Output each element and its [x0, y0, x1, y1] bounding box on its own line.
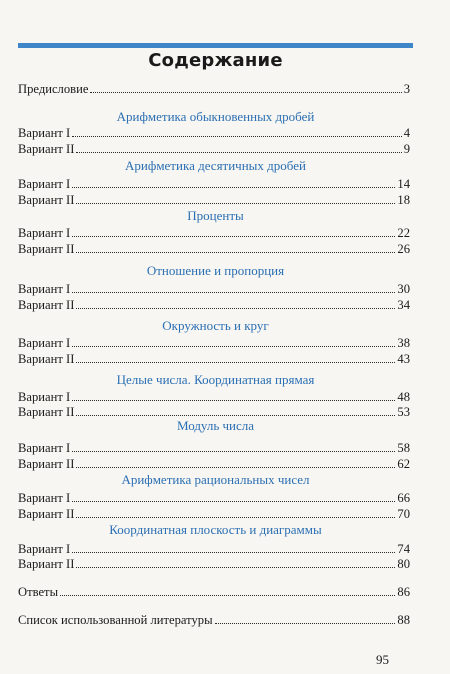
toc-entry-variant-1[interactable]: [18, 280, 410, 296]
dot-leader: [72, 236, 395, 237]
toc-entry-variant-1[interactable]: [18, 489, 410, 505]
toc-entry-variant-1[interactable]: [18, 175, 410, 191]
toc-entry-answers[interactable]: [18, 583, 410, 599]
dot-leader: [76, 362, 395, 363]
toc-entry-label: Вариант I: [18, 177, 71, 191]
dot-leader: [76, 252, 395, 253]
dot-leader: [72, 400, 395, 401]
toc-entry-variant-2[interactable]: [18, 555, 410, 571]
dot-leader: [76, 567, 395, 568]
page-number: 95: [376, 652, 389, 667]
toc-entry-variant-1[interactable]: [18, 388, 410, 404]
toc-entry-label: Вариант II: [18, 557, 75, 571]
dot-leader: [76, 152, 401, 153]
toc-entry-page: 70: [397, 507, 410, 521]
dot-leader: [76, 203, 395, 204]
toc-entry-variant-2[interactable]: [18, 455, 410, 471]
toc-entry-variant-1[interactable]: [18, 439, 410, 455]
toc-entry-label: Вариант I: [18, 226, 71, 240]
toc-entry-page: 43: [397, 352, 410, 366]
toc-entry-page: 62: [397, 457, 410, 471]
dot-leader: [72, 136, 402, 137]
dot-leader: [76, 517, 395, 518]
toc-entry-page: 74: [397, 542, 410, 556]
dot-leader: [72, 292, 395, 293]
section-heading[interactable]: Арифметика обыкновенных дробей: [116, 109, 315, 124]
dot-leader: [76, 467, 395, 468]
toc-entry-label: Вариант II: [18, 457, 75, 471]
dot-leader: [72, 346, 395, 347]
section-heading[interactable]: Проценты: [187, 208, 244, 223]
toc-entry-page: 38: [397, 336, 410, 350]
toc-entry-label: Вариант II: [18, 507, 75, 521]
toc-entry-label: Вариант II: [18, 352, 75, 366]
toc-entry-label: Вариант I: [18, 282, 71, 296]
section-heading[interactable]: Отношение и пропорция: [146, 263, 285, 278]
toc-entry-label: Вариант II: [18, 142, 75, 156]
toc-entry-page: 53: [397, 405, 410, 419]
toc-entry-page: 58: [397, 441, 410, 455]
toc-entry-label: Вариант I: [18, 542, 71, 556]
section-heading[interactable]: Арифметика рациональных чисел: [121, 472, 310, 487]
toc-entry-label: Вариант II: [18, 242, 75, 256]
toc-entry-variant-2[interactable]: [18, 403, 410, 419]
toc-entry-variant-2[interactable]: [18, 296, 410, 312]
dot-leader: [72, 451, 395, 452]
toc-entry-page: 14: [397, 177, 410, 191]
toc-entry-page: 80: [397, 557, 410, 571]
toc-entry-variant-1[interactable]: [18, 224, 410, 240]
section-heading[interactable]: Модуль числа: [176, 418, 255, 433]
toc-entry-variant-2[interactable]: [18, 350, 410, 366]
toc-entry-variant-1[interactable]: [18, 540, 410, 556]
toc-entry-label: Вариант I: [18, 441, 71, 455]
toc-entry-label: Ответы: [18, 585, 59, 599]
toc-entry-label: Предисловие: [18, 82, 89, 96]
dot-leader: [76, 308, 395, 309]
toc-entry-page: 34: [397, 298, 410, 312]
toc-entry-literature[interactable]: [18, 611, 410, 627]
toc-entry-page: 48: [397, 390, 410, 404]
dot-leader: [72, 501, 395, 502]
dot-leader: [90, 92, 401, 93]
toc-entry-label: Вариант II: [18, 405, 75, 419]
section-heading[interactable]: Окружность и круг: [162, 318, 269, 333]
toc-entry-page: 66: [397, 491, 410, 505]
toc-entry-label: Вариант II: [18, 193, 75, 207]
toc-entry-label: Список использованной литературы: [18, 613, 213, 627]
toc-entry-label: Вариант I: [18, 390, 71, 404]
toc-entry-variant-2[interactable]: [18, 240, 410, 256]
dot-leader: [72, 552, 395, 553]
dot-leader: [215, 623, 396, 624]
dot-leader: [76, 415, 395, 416]
toc-entry-label: Вариант II: [18, 298, 75, 312]
toc-entry-label: Вариант I: [18, 491, 71, 505]
toc-entry-variant-2[interactable]: [18, 191, 410, 207]
toc-entry-variant-2[interactable]: [18, 505, 410, 521]
section-heading[interactable]: Целые числа. Координатная прямая: [116, 372, 315, 387]
toc-entry-preface[interactable]: [18, 80, 410, 96]
toc-entry-label: Вариант I: [18, 126, 71, 140]
toc-entry-page: 30: [397, 282, 410, 296]
toc-entry-page: 22: [397, 226, 410, 240]
toc-entry-page: 3: [403, 82, 410, 96]
toc-entry-variant-1[interactable]: [18, 124, 410, 140]
toc-entry-label: Вариант I: [18, 336, 71, 350]
section-heading[interactable]: Координатная плоскость и диаграммы: [109, 522, 322, 537]
toc-entry-variant-1[interactable]: [18, 334, 410, 350]
toc-entry-page: 9: [403, 142, 410, 156]
toc-entry-page: 4: [403, 126, 410, 140]
dot-leader: [60, 595, 395, 596]
toc-entry-page: 26: [397, 242, 410, 256]
section-heading[interactable]: Арифметика десятичных дробей: [125, 158, 306, 173]
dot-leader: [72, 187, 395, 188]
toc-entry-page: 88: [397, 613, 410, 627]
page-title: Содержание: [148, 50, 283, 71]
toc-entry-variant-2[interactable]: [18, 140, 410, 156]
toc-entry-page: 18: [397, 193, 410, 207]
toc-entry-page: 86: [397, 585, 410, 599]
